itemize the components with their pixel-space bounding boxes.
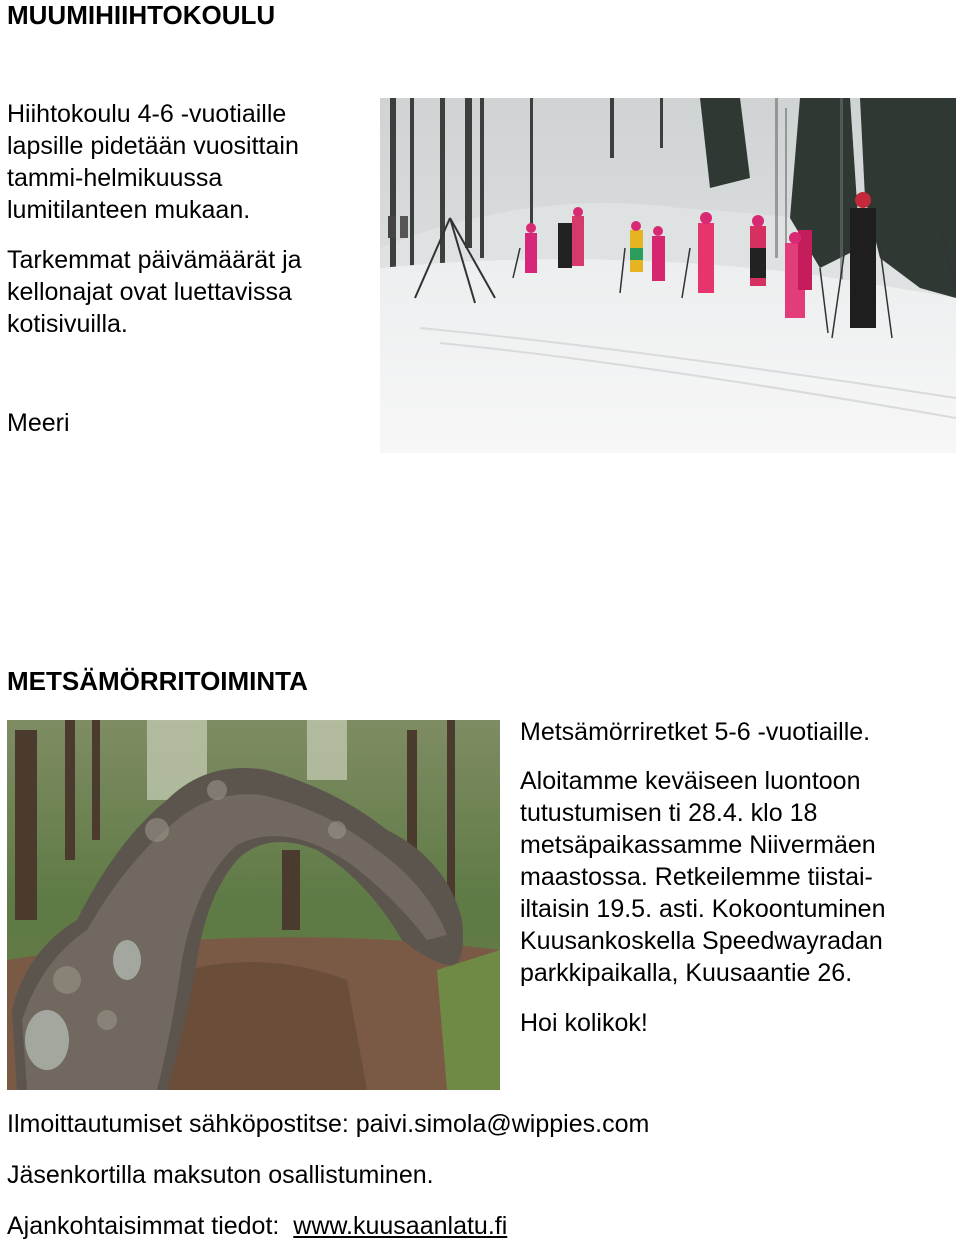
forest-troll-paragraph [520, 765, 960, 989]
rock-arch-photo [7, 720, 500, 1090]
ski-school-photo [380, 98, 956, 453]
email-registration-line: Ilmoittautumiset sähköpostitse: paivi.simola@wippies.com [7, 1110, 650, 1138]
text-line: Kuusankoskella Speedwayradan [520, 927, 883, 955]
membership-line: Jäsenkortilla maksuton osallistuminen. [7, 1161, 434, 1189]
section-title-ski-school: MUUMIHIIHTOKOULU [7, 0, 276, 30]
section-title-forest-troll: METSÄMÖRRITOIMINTA [7, 666, 308, 696]
text-line: lumitilanteen mukaan. [7, 196, 251, 224]
text-line: kellonajat ovat luettavissa [7, 278, 292, 306]
text-line: iltaisin 19.5. asti. Kokoontuminen [520, 895, 886, 923]
text-line: parkkipaikalla, Kuusaantie 26. [520, 959, 853, 987]
text-line: lapsille pidetään vuosittain [7, 132, 299, 160]
text-line: tammi-helmikuussa [7, 164, 223, 192]
text-line: kotisivuilla. [7, 310, 128, 338]
greeting: Hoi kolikok! [520, 1009, 648, 1037]
website-link[interactable]: www.kuusaanlatu.fi [293, 1212, 508, 1240]
ski-school-paragraph-1 [7, 98, 377, 226]
text-line: Hiihtokoulu 4-6 -vuotiaille [7, 100, 287, 128]
info-label: Ajankohtaisimmat tiedot: [7, 1212, 280, 1240]
text-line: metsäpaikassamme Niivermäen [520, 831, 876, 859]
text-line: Tarkemmat päivämäärät ja [7, 246, 302, 274]
signature: Meeri [7, 409, 70, 437]
forest-troll-intro: Metsämörriretket 5-6 -vuotiaille. [520, 718, 871, 746]
text-line: tutustumisen ti 28.4. klo 18 [520, 799, 818, 827]
text-line: Aloitamme keväiseen luontoon [520, 767, 861, 795]
text-line: maastossa. Retkeilemme tiistai- [520, 863, 873, 891]
ski-school-paragraph-2 [7, 244, 377, 340]
info-line [7, 1210, 507, 1242]
